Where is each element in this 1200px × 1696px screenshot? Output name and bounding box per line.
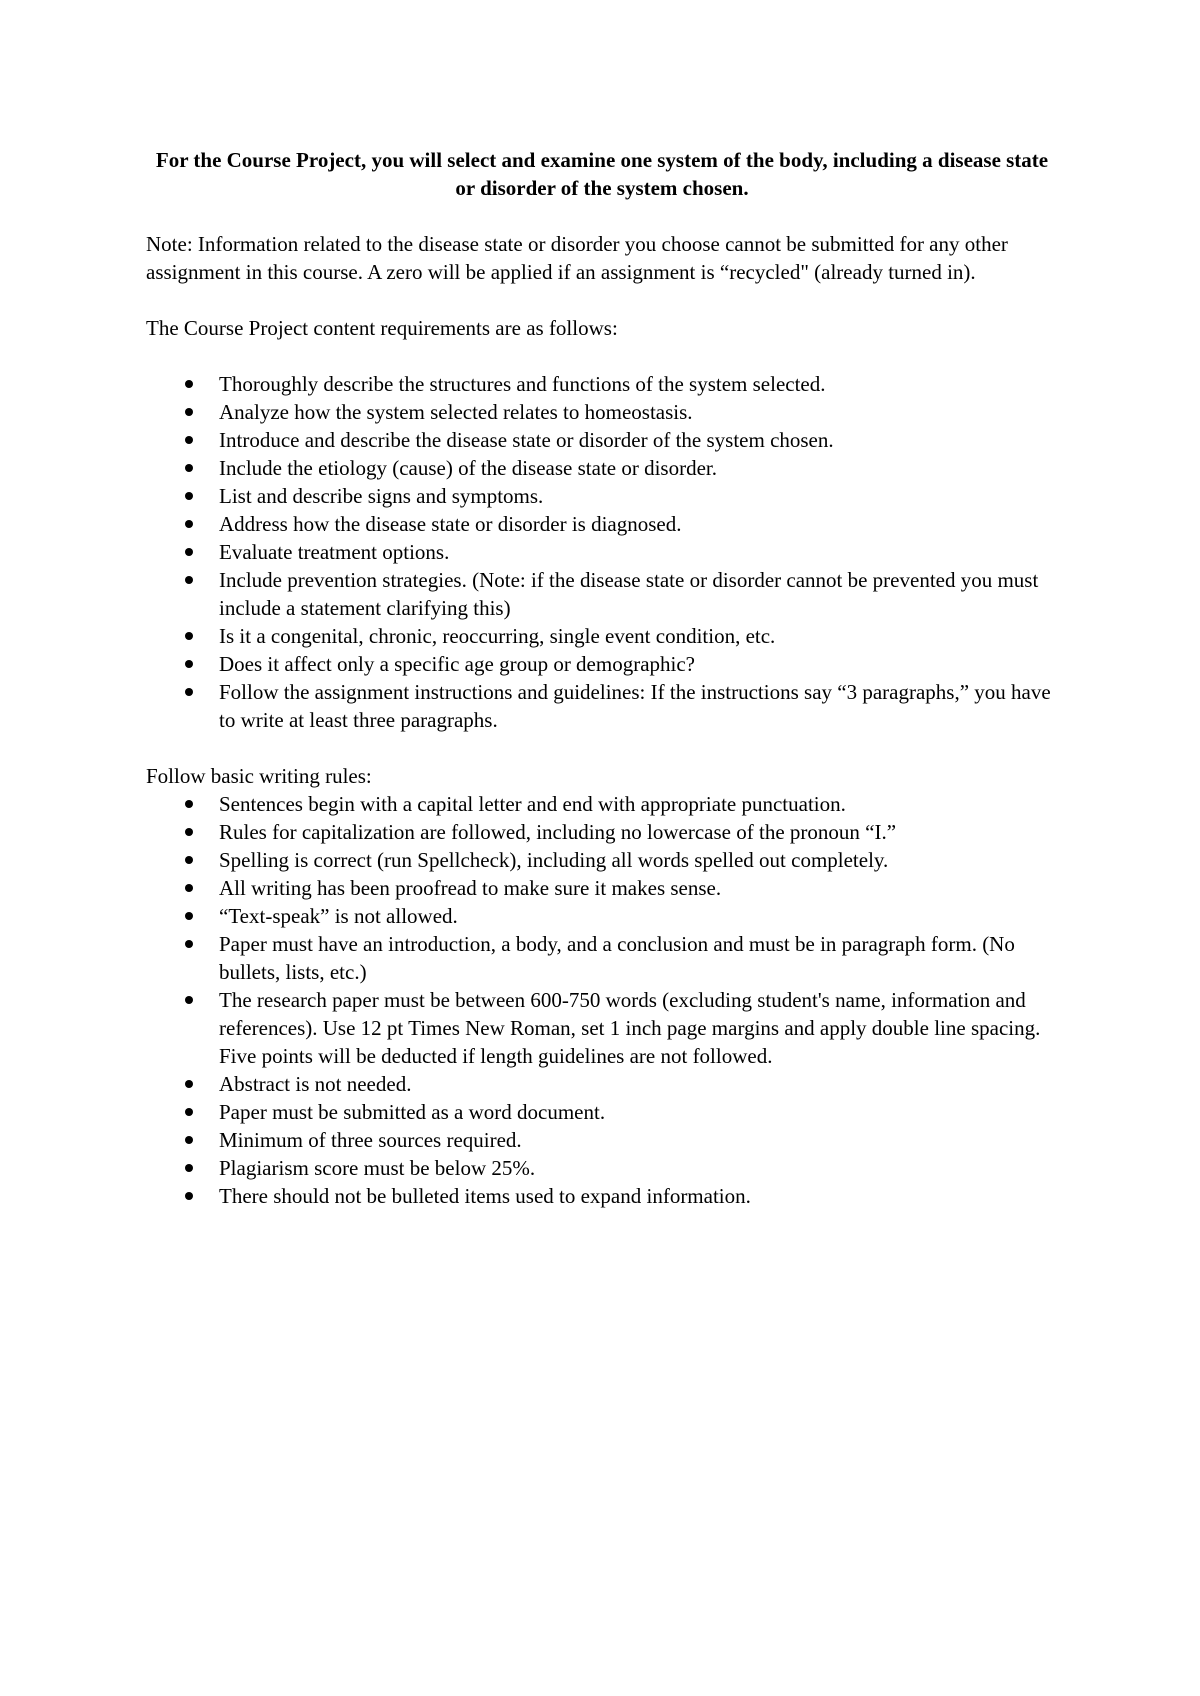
list-item-text: Minimum of three sources required.	[219, 1128, 522, 1152]
bullet-icon	[185, 912, 193, 920]
requirements-list	[146, 370, 1058, 734]
bullet-icon	[185, 828, 193, 836]
list-item-text: Sentences begin with a capital letter and end with appropriate punctuation.	[219, 792, 846, 816]
list-item-text: “Text-speak” is not allowed.	[219, 904, 458, 928]
note-paragraph: Note: Information related to the disease state or disorder you choose cannot be submitted for any other assignment in this course. A zero will be applied if an assignment is “recycled" (already turned in).	[146, 232, 1008, 284]
list-item-text: Rules for capitalization are followed, including no lowercase of the pronoun “I.”	[219, 820, 897, 844]
list-item	[146, 566, 1058, 622]
list-item-text: Include prevention strategies. (Note: if the disease state or disorder cannot be prevented you must include a statement clarifying this)	[219, 568, 1039, 620]
list-item	[146, 1098, 1058, 1126]
bullet-icon	[185, 492, 193, 500]
bullet-icon	[185, 660, 193, 668]
writing-rules-intro: Follow basic writing rules:	[146, 764, 372, 788]
requirements-intro: The Course Project content requirements are as follows:	[146, 316, 618, 340]
list-item	[146, 902, 1058, 930]
bullet-icon	[185, 996, 193, 1004]
list-item-text: Thoroughly describe the structures and functions of the system selected.	[219, 372, 826, 396]
writing-rules-list	[146, 790, 1058, 1210]
list-item-text: Does it affect only a specific age group or demographic?	[219, 652, 696, 676]
bullet-icon	[185, 576, 193, 584]
list-item	[146, 650, 1058, 678]
list-item-text: Evaluate treatment options.	[219, 540, 450, 564]
list-item-text: Abstract is not needed.	[219, 1072, 412, 1096]
list-item-text: Introduce and describe the disease state or disorder of the system chosen.	[219, 428, 834, 452]
list-item-text: Spelling is correct (run Spellcheck), including all words spelled out completely.	[219, 848, 889, 872]
list-item-text: All writing has been proofread to make sure it makes sense.	[219, 876, 722, 900]
bullet-icon	[185, 464, 193, 472]
bullet-icon	[185, 520, 193, 528]
list-item	[146, 482, 1058, 510]
list-item-text: Plagiarism score must be below 25%.	[219, 1156, 536, 1180]
list-item	[146, 1154, 1058, 1182]
bullet-icon	[185, 408, 193, 416]
bullet-icon	[185, 1080, 193, 1088]
list-item	[146, 818, 1058, 846]
list-item	[146, 370, 1058, 398]
bullet-icon	[185, 632, 193, 640]
bullet-icon	[185, 1164, 193, 1172]
list-item-text: Analyze how the system selected relates to homeostasis.	[219, 400, 693, 424]
list-item	[146, 678, 1058, 734]
list-item	[146, 846, 1058, 874]
bullet-icon	[185, 380, 193, 388]
list-item	[146, 986, 1058, 1070]
bullet-icon	[185, 1136, 193, 1144]
list-item-text: Is it a congenital, chronic, reoccurring, single event condition, etc.	[219, 624, 776, 648]
list-item	[146, 790, 1058, 818]
bullet-icon	[185, 1108, 193, 1116]
list-item	[146, 930, 1058, 986]
list-item-text: Paper must have an introduction, a body, and a conclusion and must be in paragraph form. (No bullets, lists, etc.)	[219, 932, 1015, 984]
list-item-text: The research paper must be between 600-750 words (excluding student's name, information and references). Use 12 pt Times New Roman, set 1 inch page margins and apply double line spacing. Five points will be deducted if length guidelines are not followed.	[219, 988, 1041, 1068]
bullet-icon	[185, 436, 193, 444]
document-body	[146, 146, 1058, 1210]
list-item	[146, 874, 1058, 902]
list-item	[146, 1070, 1058, 1098]
list-item-text: List and describe signs and symptoms.	[219, 484, 544, 508]
list-item	[146, 622, 1058, 650]
list-item-text: Paper must be submitted as a word document.	[219, 1100, 606, 1124]
list-item	[146, 1182, 1058, 1210]
list-item-text: Address how the disease state or disorder is diagnosed.	[219, 512, 682, 536]
list-item-text: Follow the assignment instructions and guidelines: If the instructions say “3 paragraphs,” you have to write at least three paragraphs.	[219, 680, 1051, 732]
list-item	[146, 398, 1058, 426]
list-item	[146, 454, 1058, 482]
bullet-icon	[185, 940, 193, 948]
document-title: For the Course Project, you will select and examine one system of the body, including a disease state or disorder of the system chosen.	[155, 148, 1049, 200]
bullet-icon	[185, 1192, 193, 1200]
list-item-text: There should not be bulleted items used to expand information.	[219, 1184, 751, 1208]
list-item-text: Include the etiology (cause) of the disease state or disorder.	[219, 456, 717, 480]
list-item	[146, 538, 1058, 566]
list-item	[146, 1126, 1058, 1154]
bullet-icon	[185, 548, 193, 556]
bullet-icon	[185, 856, 193, 864]
list-item	[146, 426, 1058, 454]
bullet-icon	[185, 800, 193, 808]
bullet-icon	[185, 884, 193, 892]
list-item	[146, 510, 1058, 538]
bullet-icon	[185, 688, 193, 696]
